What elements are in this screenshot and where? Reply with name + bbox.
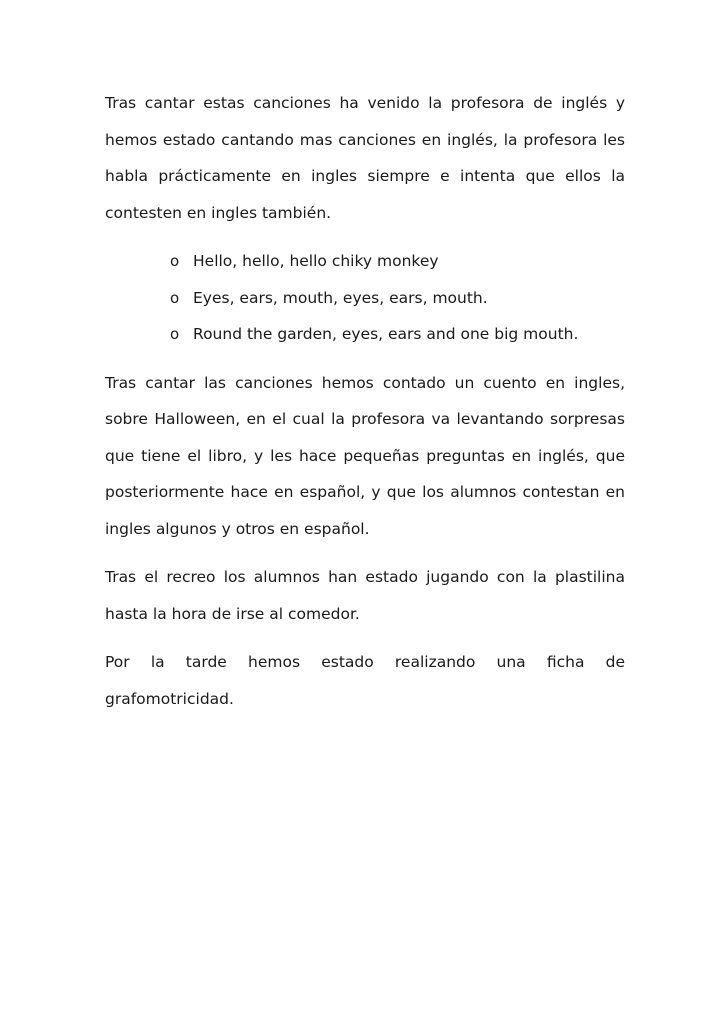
song-title: Hello, hello, hello chiky monkey	[193, 252, 439, 270]
paragraph-intro: Tras cantar estas canciones ha venido la profesora de inglés y hemos estado cantando mas canciones en inglés, la profesora les habla prácticamente en ingles siempre e intenta que ellos la contesten en ingles también.	[105, 94, 625, 222]
list-item	[170, 243, 625, 280]
list-item	[170, 316, 625, 353]
song-title: Round the garden, eyes, ears and one big mouth.	[193, 325, 579, 343]
bullet-circle-icon: o	[170, 252, 180, 270]
paragraph-recess: Tras el recreo los alumnos han estado jugando con la plastilina hasta la hora de irse al comedor.	[105, 568, 625, 623]
song-title: Eyes, ears, mouth, eyes, ears, mouth.	[193, 288, 488, 307]
bullet-circle-icon: o	[170, 325, 180, 343]
paragraph-afternoon: Por la tarde hemos estado realizando una ficha de grafomotricidad.	[105, 653, 625, 708]
bullet-circle-icon: o	[170, 288, 180, 307]
song-list	[105, 243, 625, 353]
paragraph-story: Tras cantar las canciones hemos contado un cuento en ingles, sobre Halloween, en el cual la profesora va levantando sorpresas que tiene el libro, y les hace pequeñas preguntas en inglés, que posteriormente hace en español, y que los alumnos contestan en ingles algunos y otros en español.	[105, 373, 625, 538]
document-page	[105, 85, 625, 729]
list-item	[170, 280, 625, 317]
